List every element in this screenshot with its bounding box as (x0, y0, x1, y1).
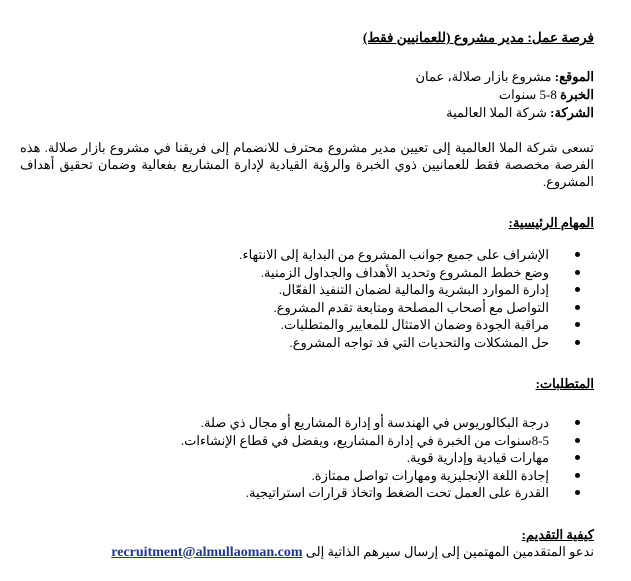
list-item: 8-5سنوات من الخبرة في إدارة المشاريع، ويفضل في قطاع الإنشاءات. (20, 432, 549, 450)
list-item: التواصل مع أصحاب المصلحة ومتابعة تقدم المشروع. (20, 299, 549, 317)
detail-company: الشركة: شركة الملا العالمية (446, 105, 594, 120)
tasks-list (20, 246, 594, 351)
apply-text: ندعو المتقدمين المهتمين إلى إرسال سيرهم الذاتية إلى recruitment@almullaoman.com (111, 543, 594, 560)
bullet-icon (575, 455, 580, 460)
list-item: مراقبة الجودة وضمان الامتثال للمعايير والمتطلبات. (20, 316, 549, 334)
detail-label: الموقع (559, 69, 594, 84)
bullet-icon (575, 473, 580, 478)
detail-location: الموقع: مشروع بازار صلالة، عمان (415, 69, 594, 84)
list-item: وضع خطط المشروع وتحديد الأهداف والجداول الزمنية. (20, 264, 549, 282)
detail-label: الخبرة (560, 87, 594, 102)
bullet-icon (575, 438, 580, 443)
list-item: القدرة على العمل تحت الضغط واتخاذ قرارات استراتيجية. (20, 484, 549, 502)
list-item: إدارة الموارد البشرية والمالية لضمان التنفيذ الفعّال. (20, 281, 549, 299)
list-item: درجة البكالوريوس في الهندسة أو إدارة المشاريع أو مجال ذي صلة. (20, 414, 549, 432)
list-item: حل المشكلات والتحديات التي قد تواجه المشروع. (20, 334, 549, 352)
detail-value: مشروع بازار صلالة، عمان (415, 69, 552, 84)
list-item: الإشراف على جميع جوانب المشروع من البداية إلى الانتهاء. (20, 246, 549, 264)
details-block (20, 68, 594, 122)
list-item: مهارات قيادية وإدارية قوية. (20, 449, 549, 467)
list-item: إجادة اللغة الإنجليزية ومهارات تواصل ممتازة. (20, 467, 549, 485)
tasks-heading: المهام الرئيسية: (508, 215, 594, 230)
bullet-icon (575, 252, 580, 257)
bullet-icon (575, 420, 580, 425)
requirements-list (20, 414, 594, 502)
bullet-icon (575, 322, 580, 327)
intro-paragraph: تسعى شركة الملا العالمية إلى تعيين مدير مشروع محترف للانضمام إلى فريقنا في مشروع بازار صلالة. هذه الفرصة مخصصة فقط للعمانيين ذوي الخبرة والرؤية القيادية لإدارة المشاريع بفعالية وضمان تحقيق أهداف المشروع. (20, 140, 594, 189)
bullet-icon (575, 270, 580, 275)
requirements-heading: المتطلبات: (535, 376, 594, 391)
detail-value: 8-5 سنوات (498, 87, 557, 102)
detail-experience (20, 86, 594, 104)
bullet-icon (575, 305, 580, 310)
apply-heading: كيفية التقديم: (521, 526, 594, 542)
bullet-icon (575, 340, 580, 345)
email-link[interactable]: recruitment@almullaoman.com (111, 544, 303, 560)
detail-value: شركة الملا العالمية (446, 105, 547, 120)
bullet-icon (575, 490, 580, 495)
detail-label: الشركة (554, 105, 594, 120)
page-title: فرصة عمل: مدير مشروع (للعمانيين فقط) (362, 30, 594, 45)
bullet-icon (575, 287, 580, 292)
